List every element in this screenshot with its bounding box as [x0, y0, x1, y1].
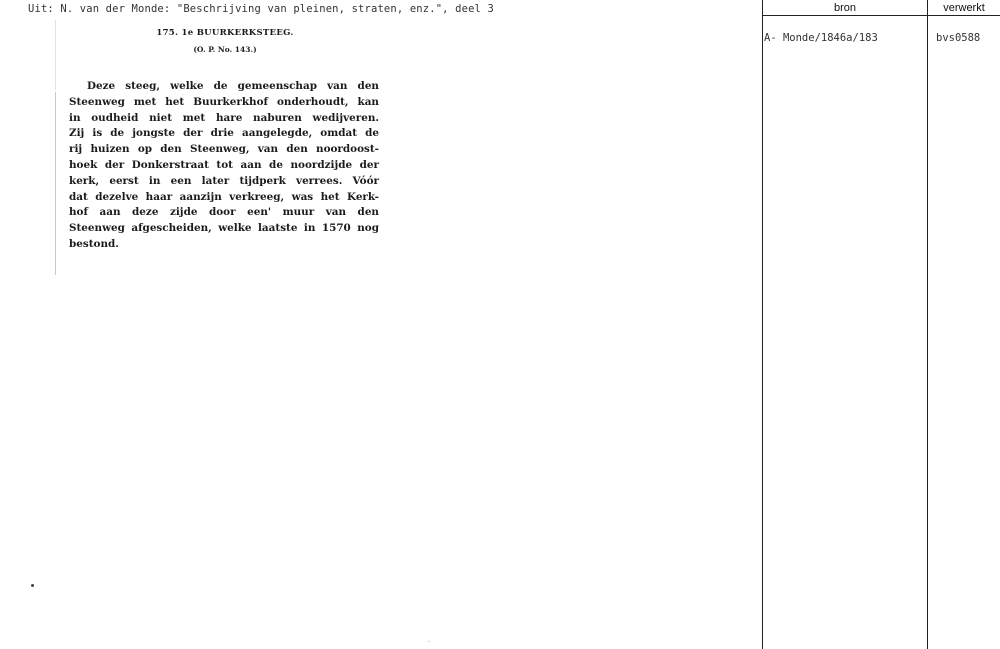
cell-bron: A- Monde/1846a/183 — [764, 32, 878, 44]
text-line: kerk, eerst in een later tijdperk verrees. Vóór — [69, 174, 379, 187]
column-header-verwerkt: verwerkt — [943, 2, 985, 14]
text-line: dat dezelve haar aanzijn verkreeg, was het Kerk- — [69, 190, 379, 203]
cell-verwerkt: bvs0588 — [936, 32, 981, 44]
column-header-bron: bron — [833, 2, 857, 14]
text-line: Zij is de jongste der drie aangelegde, omdat de — [69, 127, 379, 140]
table-divider-left — [762, 0, 763, 649]
entry-reference: (O. P. No. 143.) — [193, 45, 257, 54]
text-line: in oudheid niet met hare naburen wedijveren. — [69, 111, 379, 124]
table-header-rule — [762, 15, 1000, 16]
scan-speck — [428, 641, 430, 642]
text-line: rij huizen op den Steenweg, van den noordoost- — [69, 143, 379, 156]
scan-edge-mark — [55, 92, 56, 275]
text-line: bestond. — [69, 237, 119, 250]
scan-speck — [31, 584, 34, 587]
text-line: hof aan deze zijde door een' muur van den — [69, 206, 379, 219]
text-line: Deze steeg, welke de gemeenschap van den — [87, 80, 379, 92]
source-citation: Uit: N. van der Monde: "Beschrijving van pleinen, straten, enz.", deel 3 — [28, 3, 494, 15]
table-divider-middle — [927, 0, 928, 649]
entry-heading: 175. 1e BUURKERKSTEEG. — [156, 28, 294, 38]
scanned-text-excerpt — [55, 20, 395, 275]
text-line: Steenweg met het Buurkerkhof onderhoudt, kan — [69, 95, 379, 108]
text-line: Steenweg afgescheiden, welke laatste in 1570 nog — [69, 222, 379, 235]
entry-body — [69, 79, 379, 253]
text-line: hoek der Donkerstraat tot aan de noordzijde der — [69, 158, 379, 171]
